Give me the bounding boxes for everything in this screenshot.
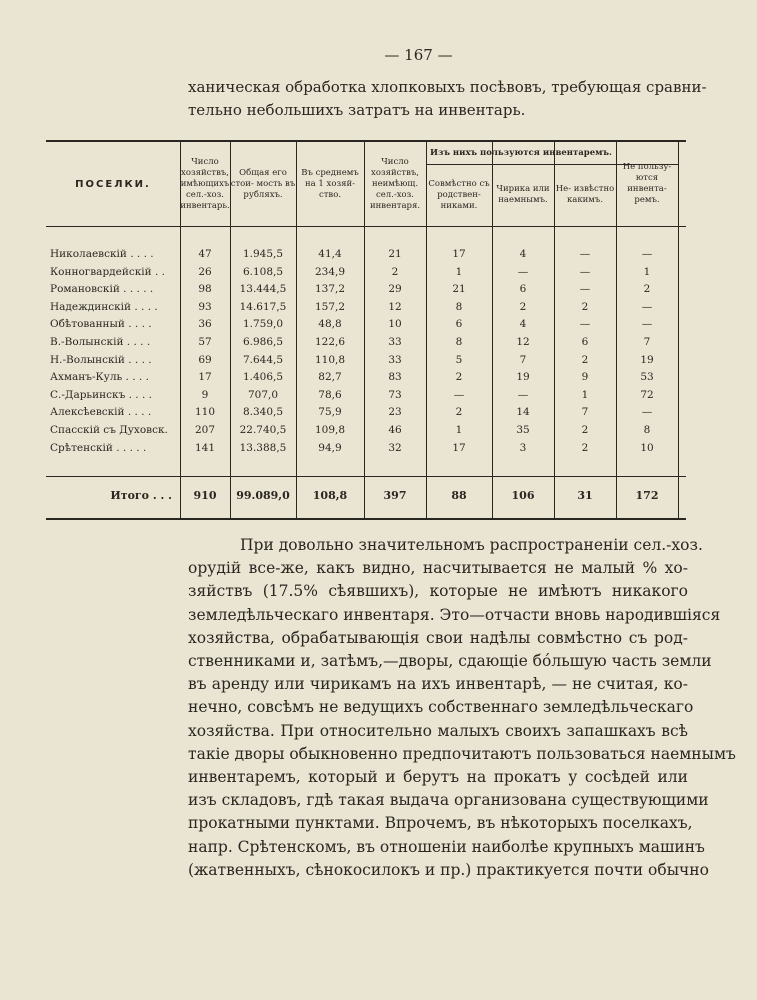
table-row [46, 246, 686, 264]
table-total-row [46, 478, 686, 514]
without-inventory-cell: 46 [388, 423, 402, 436]
chirik-cell: — [517, 265, 529, 278]
jointly-cell: 1 [455, 423, 463, 436]
paragraph-line: нечно, совсѣмъ не ведущихъ собственнаго земледѣльческаго [188, 698, 694, 717]
table-row [46, 316, 686, 334]
settlement-name: Алексѣевскій . . . . [50, 406, 152, 419]
paragraph-line: напр. Срѣтенскомъ, въ отношеніи наиболѣе крупныхъ машинъ [188, 837, 705, 856]
unknown-cell: — [579, 318, 591, 331]
with-inventory-cell: 26 [198, 265, 212, 278]
not-using-cell: 19 [640, 353, 654, 366]
unknown-cell: — [579, 265, 591, 278]
without-inventory-cell: 29 [388, 283, 402, 296]
total-unknown: 31 [577, 489, 593, 502]
cost-cell: 13.388,5 [239, 441, 287, 454]
unknown-cell: — [579, 248, 591, 260]
jointly-cell: 5 [455, 353, 463, 366]
jointly-cell: 8 [455, 300, 463, 313]
average-cell: 94,9 [318, 441, 342, 454]
not-using-cell: 8 [643, 423, 651, 436]
table-row [46, 281, 686, 299]
jointly-cell: 2 [455, 371, 463, 384]
with-inventory-cell: 69 [198, 353, 212, 366]
not-using-cell: 2 [643, 283, 651, 296]
average-cell: 75,9 [318, 406, 342, 419]
not-using-cell: 53 [640, 371, 654, 384]
header-group-users: Изъ нихъ пользуются инвентаремъ. [430, 147, 612, 158]
average-cell: 122,6 [314, 335, 346, 348]
chirik-cell: 7 [519, 353, 527, 366]
unknown-cell: 2 [581, 300, 589, 313]
body-paragraph [188, 534, 736, 882]
not-using-cell: — [641, 406, 653, 419]
with-inventory-cell: 98 [198, 283, 212, 296]
without-inventory-cell: 32 [388, 441, 402, 454]
chirik-cell: 19 [516, 371, 530, 384]
not-using-cell: — [641, 318, 653, 331]
jointly-cell: 17 [452, 441, 466, 454]
settlement-name: Романовскій . . . . . [50, 283, 154, 296]
with-inventory-cell: 93 [198, 300, 212, 313]
without-inventory-cell: 33 [388, 335, 402, 348]
average-cell: 82,7 [318, 371, 342, 384]
without-inventory-cell: 12 [388, 300, 402, 313]
average-cell: 48,8 [318, 318, 342, 331]
with-inventory-cell: 47 [198, 248, 212, 260]
average-cell: 78,6 [318, 388, 342, 401]
settlement-name: Конногвардейскій . . [50, 265, 165, 278]
chirik-cell: 4 [519, 248, 527, 260]
paragraph-line: орудій все-же, какъ видно, насчитывается не малый % хо- [188, 559, 688, 578]
not-using-cell: — [641, 300, 653, 313]
without-inventory-cell: 83 [388, 371, 402, 384]
with-inventory-cell: 57 [198, 335, 212, 348]
with-inventory-cell: 110 [194, 406, 216, 419]
chirik-cell: 14 [516, 406, 530, 419]
header-average: Въ среднемъ на 1 хозяй- ство. [301, 167, 359, 200]
paragraph-line: въ аренду или чирикамъ на ихъ инвентарѣ, — не считая, ко- [188, 675, 688, 694]
header-total-cost: Общая его стои- мость въ рубляхъ. [230, 167, 296, 200]
inventory-table [46, 140, 686, 520]
unknown-cell: 6 [581, 335, 589, 348]
average-cell: 109,8 [314, 423, 346, 436]
unknown-cell: 2 [581, 441, 589, 454]
paragraph-line: изъ складовъ, гдѣ такая выдача организована существующими [188, 791, 709, 810]
average-cell: 110,8 [314, 353, 346, 366]
average-cell: 137,2 [314, 283, 346, 296]
not-using-cell: 72 [640, 388, 654, 401]
header-chirik: Чирика или наемнымъ. [496, 184, 550, 205]
total-cost: 99.089,0 [236, 489, 290, 502]
table-row [46, 404, 686, 422]
paragraph-line: При довольно значительномъ распространеніи сел.-хоз. [240, 536, 703, 554]
table-row [46, 440, 686, 458]
total-average: 108,8 [312, 489, 348, 502]
without-inventory-cell: 2 [391, 265, 399, 278]
unknown-cell: — [579, 283, 591, 296]
not-using-cell: 7 [643, 335, 651, 348]
with-inventory-cell: 36 [198, 318, 212, 331]
header-with-inventory: Число хозяйствъ, имѣющихъ сел.-хоз. инвентарь. [180, 156, 230, 211]
average-cell: 41,4 [318, 248, 342, 260]
header-not-using: Не пользу- ются инвента- ремъ. [622, 162, 672, 205]
table-row [46, 264, 686, 282]
unknown-cell: 2 [581, 423, 589, 436]
cost-cell: 7.644,5 [242, 353, 284, 366]
paragraph-line: зяйствъ (17.5% сѣявшихъ), которые не имѣютъ никакого [188, 582, 688, 601]
cost-cell: 1.759,0 [242, 318, 284, 331]
table-row [46, 334, 686, 352]
chirik-cell: — [517, 388, 529, 401]
paragraph-line: хозяйства, обрабатывающія свои надѣлы совмѣстно съ род- [188, 628, 688, 647]
with-inventory-cell: 141 [194, 441, 216, 454]
table-row [46, 352, 686, 370]
paragraph-line: инвентаремъ, который и берутъ на прокатъ у сосѣдей или [188, 768, 688, 787]
cost-cell: 6.108,5 [242, 265, 284, 278]
with-inventory-cell: 207 [194, 423, 216, 436]
chirik-cell: 35 [516, 423, 530, 436]
table-row [46, 387, 686, 405]
page-number: — 167 — [384, 46, 453, 64]
settlement-name: С.-Дарьинскъ . . . . [50, 388, 152, 401]
table-row [46, 422, 686, 440]
header-jointly: Совмѣстно съ родствен- никами. [428, 178, 490, 211]
without-inventory-cell: 21 [388, 248, 402, 260]
paragraph-line: такіе дворы обыкновенно предпочитаютъ пользоваться наемнымъ [188, 744, 736, 763]
average-cell: 157,2 [314, 300, 346, 313]
settlement-name: Срѣтенскій . . . . . [50, 441, 147, 454]
total-label: Итого . . . [110, 489, 172, 502]
cost-cell: 8.340,5 [242, 406, 284, 419]
not-using-cell: 1 [643, 265, 651, 278]
paragraph-line: прокатными пунктами. Впрочемъ, въ нѣкоторыхъ поселкахъ, [188, 814, 693, 833]
jointly-cell: 2 [455, 406, 463, 419]
chirik-cell: 2 [519, 300, 527, 313]
chirik-cell: 3 [519, 441, 527, 454]
settlement-name: Николаевскій . . . . [50, 248, 154, 260]
table-row [46, 299, 686, 317]
unknown-cell: 7 [581, 406, 589, 419]
settlement-name: Ахманъ-Куль . . . . [50, 371, 149, 384]
with-inventory-cell: 9 [201, 388, 209, 401]
intro-line: тельно небольшихъ затратъ на инвентарь. [188, 101, 526, 119]
cost-cell: 14.617,5 [239, 300, 287, 313]
total-jointly: 88 [451, 489, 467, 502]
total-with-inventory: 910 [193, 489, 217, 502]
jointly-cell: 17 [452, 248, 466, 260]
unknown-cell: 9 [581, 371, 589, 384]
settlement-name: В.-Волынскій . . . . [50, 335, 151, 348]
without-inventory-cell: 73 [388, 388, 402, 401]
settlement-name: Н.-Волынскій . . . . [50, 353, 152, 366]
jointly-cell: 1 [455, 265, 463, 278]
unknown-cell: 2 [581, 353, 589, 366]
header-settlements: ПОСЕЛКИ. [75, 178, 151, 190]
jointly-cell: — [453, 388, 465, 401]
paragraph-line: земледѣльческаго инвентаря. Это—отчасти вновь народившіяся [188, 605, 721, 624]
average-cell: 234,9 [314, 265, 346, 278]
chirik-cell: 6 [519, 283, 527, 296]
settlement-name: Обѣтованный . . . . [50, 318, 152, 331]
settlement-name: Спасскій съ Духовск. [50, 423, 168, 436]
table-body [46, 246, 686, 457]
not-using-cell: — [641, 248, 653, 260]
total-without-inventory: 397 [383, 489, 407, 502]
unknown-cell: 1 [581, 388, 589, 401]
cost-cell: 707,0 [247, 388, 279, 401]
intro-text [188, 76, 707, 122]
cost-cell: 13.444,5 [239, 283, 287, 296]
intro-line: ханическая обработка хлопковыхъ посѣвовъ, требующая сравни- [188, 78, 707, 96]
cost-cell: 1.406,5 [242, 371, 284, 384]
without-inventory-cell: 33 [388, 353, 402, 366]
not-using-cell: 10 [640, 441, 654, 454]
chirik-cell: 4 [519, 318, 527, 331]
header-without-inventory: Число хозяйствъ, неимѣющ. сел.-хоз. инвентаря. [369, 156, 421, 211]
paragraph-line: хозяйства. При относительно малыхъ своихъ запашкахъ всѣ [188, 721, 688, 740]
chirik-cell: 12 [516, 335, 530, 348]
with-inventory-cell: 17 [198, 371, 212, 384]
cost-cell: 1.945,5 [242, 248, 284, 260]
table-row [46, 369, 686, 387]
jointly-cell: 21 [452, 283, 466, 296]
without-inventory-cell: 23 [388, 406, 402, 419]
total-chirik: 106 [511, 489, 535, 502]
cost-cell: 22.740,5 [239, 423, 287, 436]
header-unknown: Не- извѣстно какимъ. [555, 184, 615, 205]
settlement-name: Надеждинскій . . . . [50, 300, 158, 313]
total-not-using: 172 [635, 489, 659, 502]
jointly-cell: 6 [455, 318, 463, 331]
without-inventory-cell: 10 [388, 318, 402, 331]
paragraph-line: ственниками и, затѣмъ,—дворы, сдающіе бóльшую часть земли [188, 652, 712, 671]
cost-cell: 6.986,5 [242, 335, 284, 348]
jointly-cell: 8 [455, 335, 463, 348]
paragraph-line: (жатвенныхъ, сѣнокосилокъ и пр.) практикуется почти обычно [188, 860, 709, 879]
